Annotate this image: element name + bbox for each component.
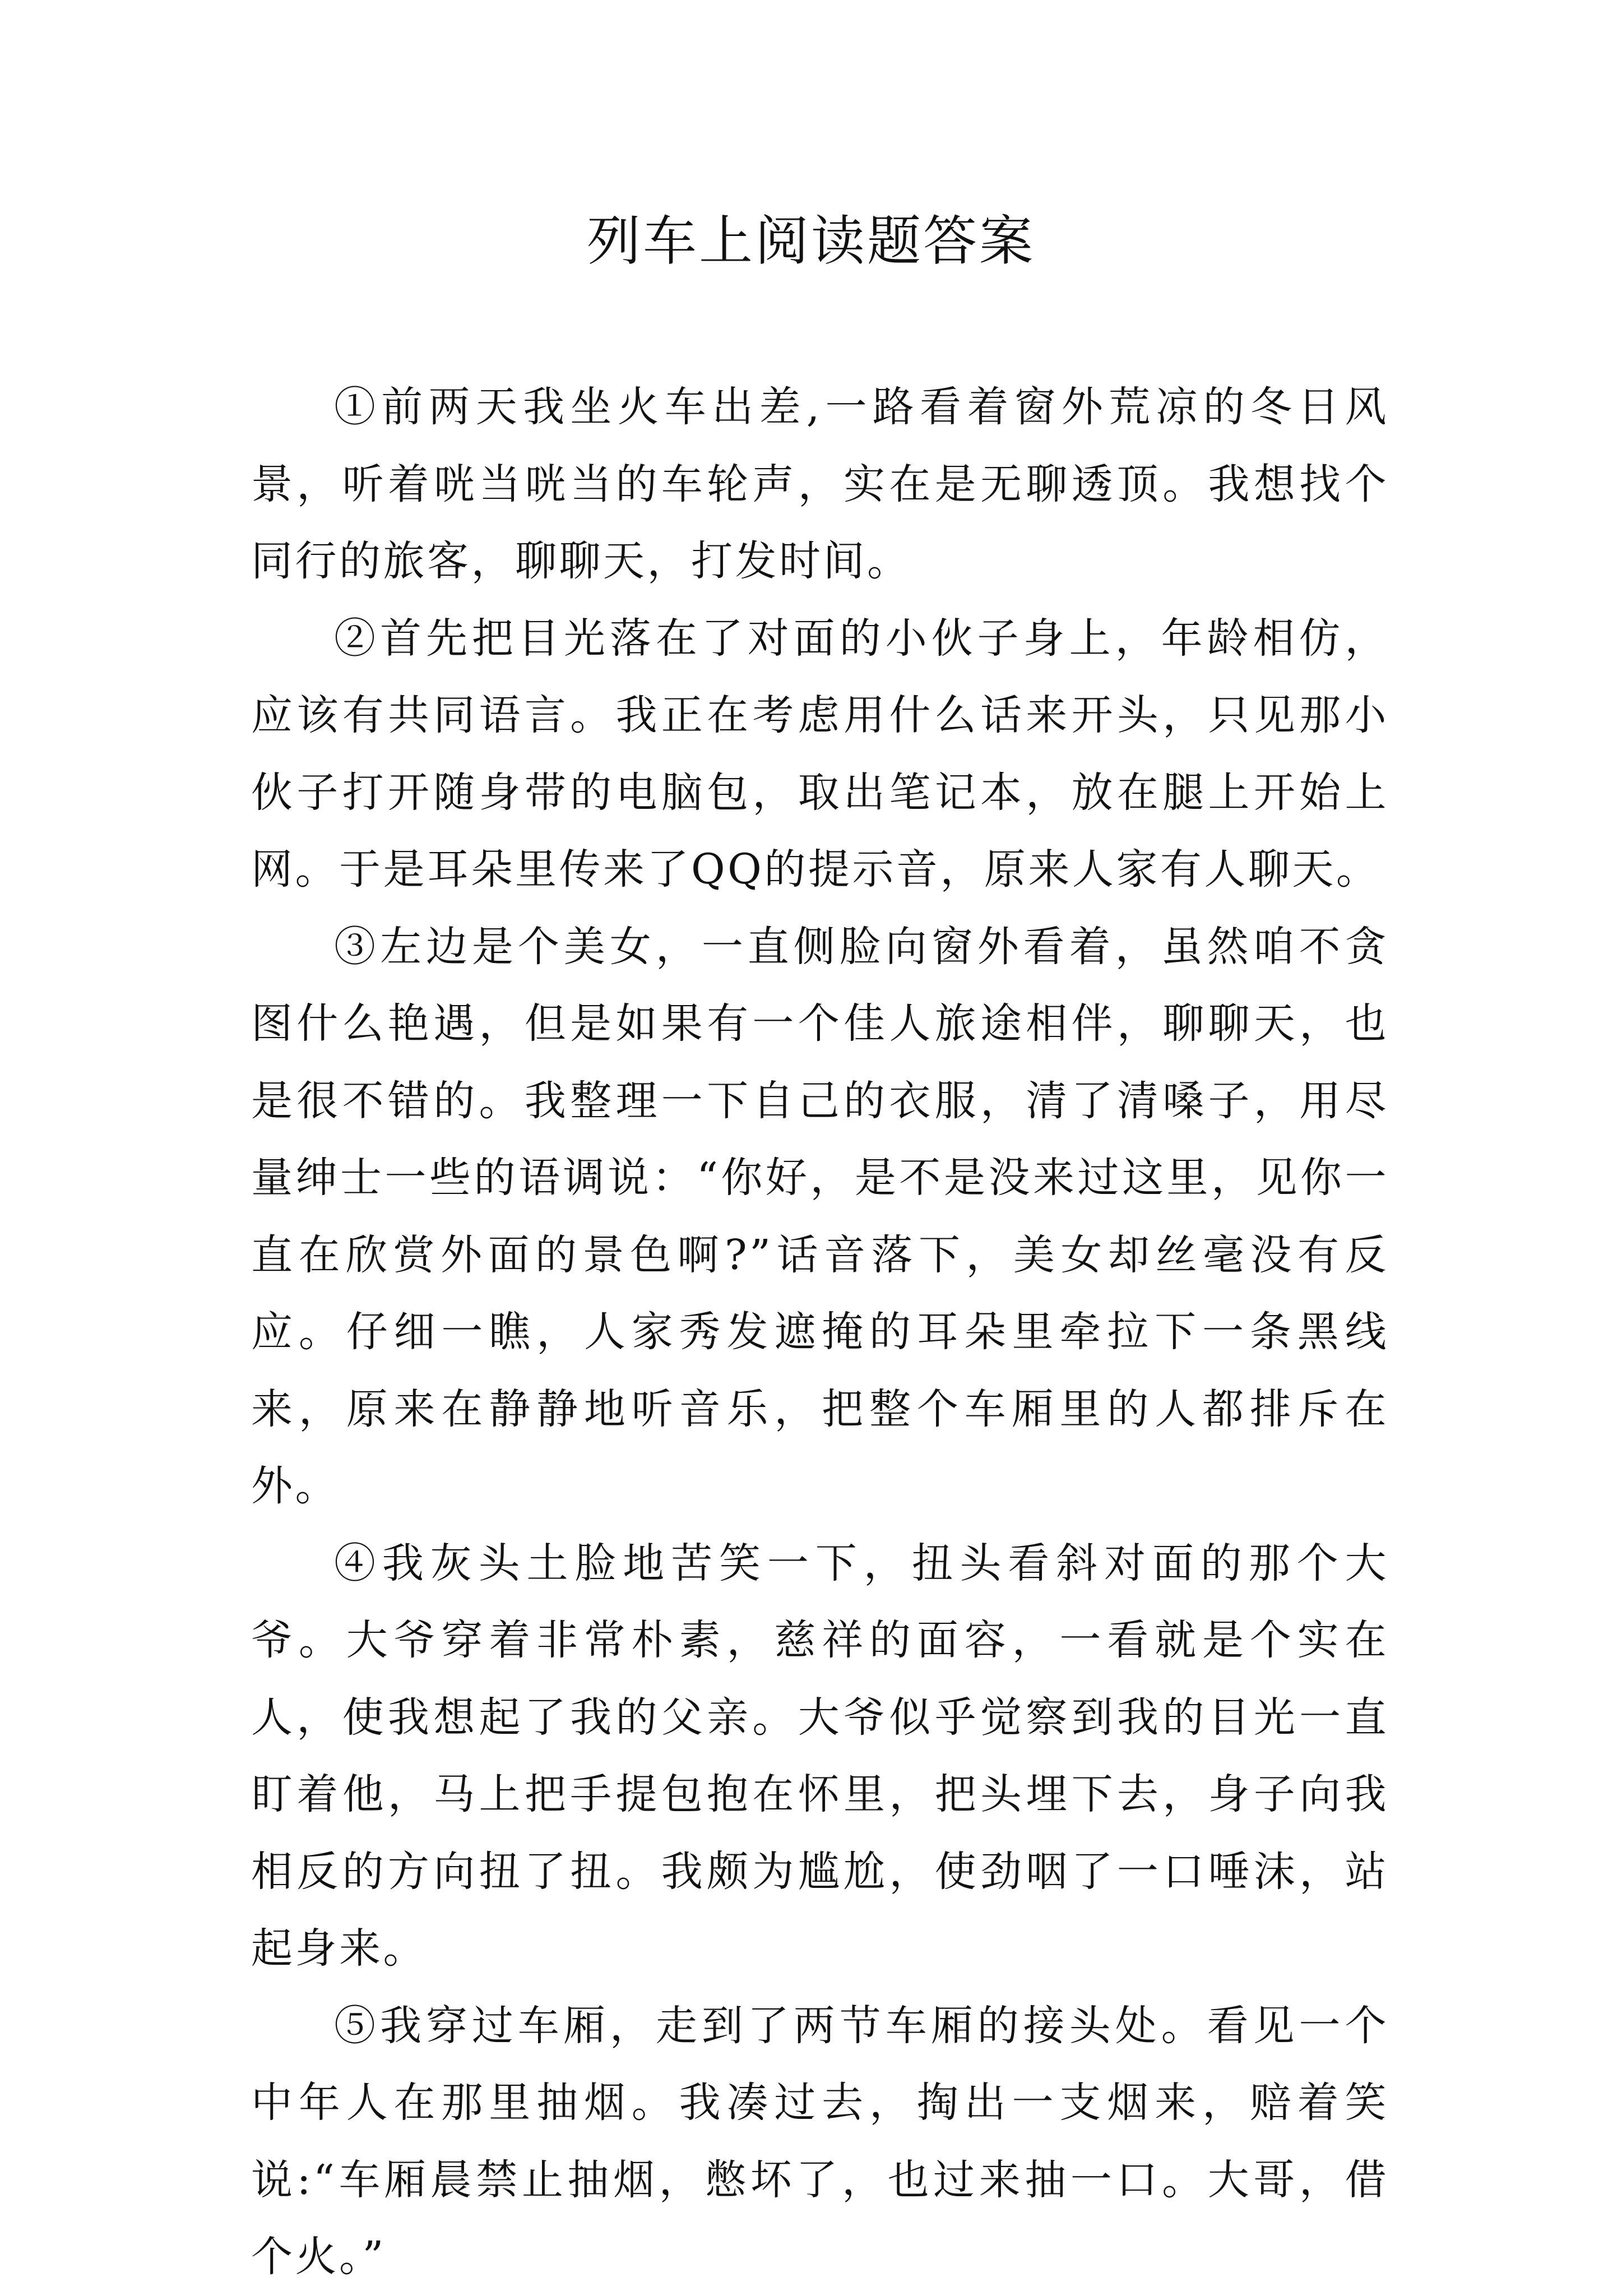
page-title: 列车上阅读题答案 (587, 210, 1035, 272)
paragraph-2: ②首先把目光落在了对面的小伙子身上，年龄相仿，应该有共同语言。我正在考虑用什么话来开头，只见那小伙子打开随身带的电脑包，取出笔记本，放在腿上开始上网。于是耳朵里传来了QQ的提示音，原来人家有人聊天。 (251, 614, 1389, 894)
article-body (251, 369, 1389, 2296)
paragraph-3: ③左边是个美女，一直侧脸向窗外看着，虽然咱不贪图什么艳遇，但是如果有一个佳人旅途相伴，聊聊天，也是很不错的。我整理一下自己的衣服，清了清嗓子，用尽量绅士一些的语调说：“你好，是不是没来过这里，见你一直在欣赏外面的景色啊?”话音落下，美女却丝毫没有反应。仔细一瞧，人家秀发遮掩的耳朵里牵拉下一条黑线来，原来在静静地听音乐，把整个车厢里的人都排斥在外。 (251, 922, 1389, 1510)
paragraph-5: ⑤我穿过车厢，走到了两节车厢的接头处。看见一个中年人在那里抽烟。我凑过去，掏出一支烟来，赔着笑说:“车厢晨禁止抽烟，憋坏了，也过来抽一口。大哥，借个火。” (251, 2001, 1389, 2281)
paragraph-4: ④我灰头土脸地苦笑一下，扭头看斜对面的那个大爷。大爷穿着非常朴素，慈祥的面容，一看就是个实在人，使我想起了我的父亲。大爷似乎觉察到我的目光一直盯着他，马上把手提包抱在怀里，把头埋下去，身子向我相反的方向扭了扭。我颇为尴尬，使劲咽了一口唾沫，站起身来。 (251, 1539, 1389, 1973)
paragraph-1: ①前两天我坐火车出差,一路看着窗外荒凉的冬日风景，听着咣当咣当的车轮声，实在是无聊透顶。我想找个同行的旅客，聊聊天，打发时间。 (251, 383, 1389, 585)
